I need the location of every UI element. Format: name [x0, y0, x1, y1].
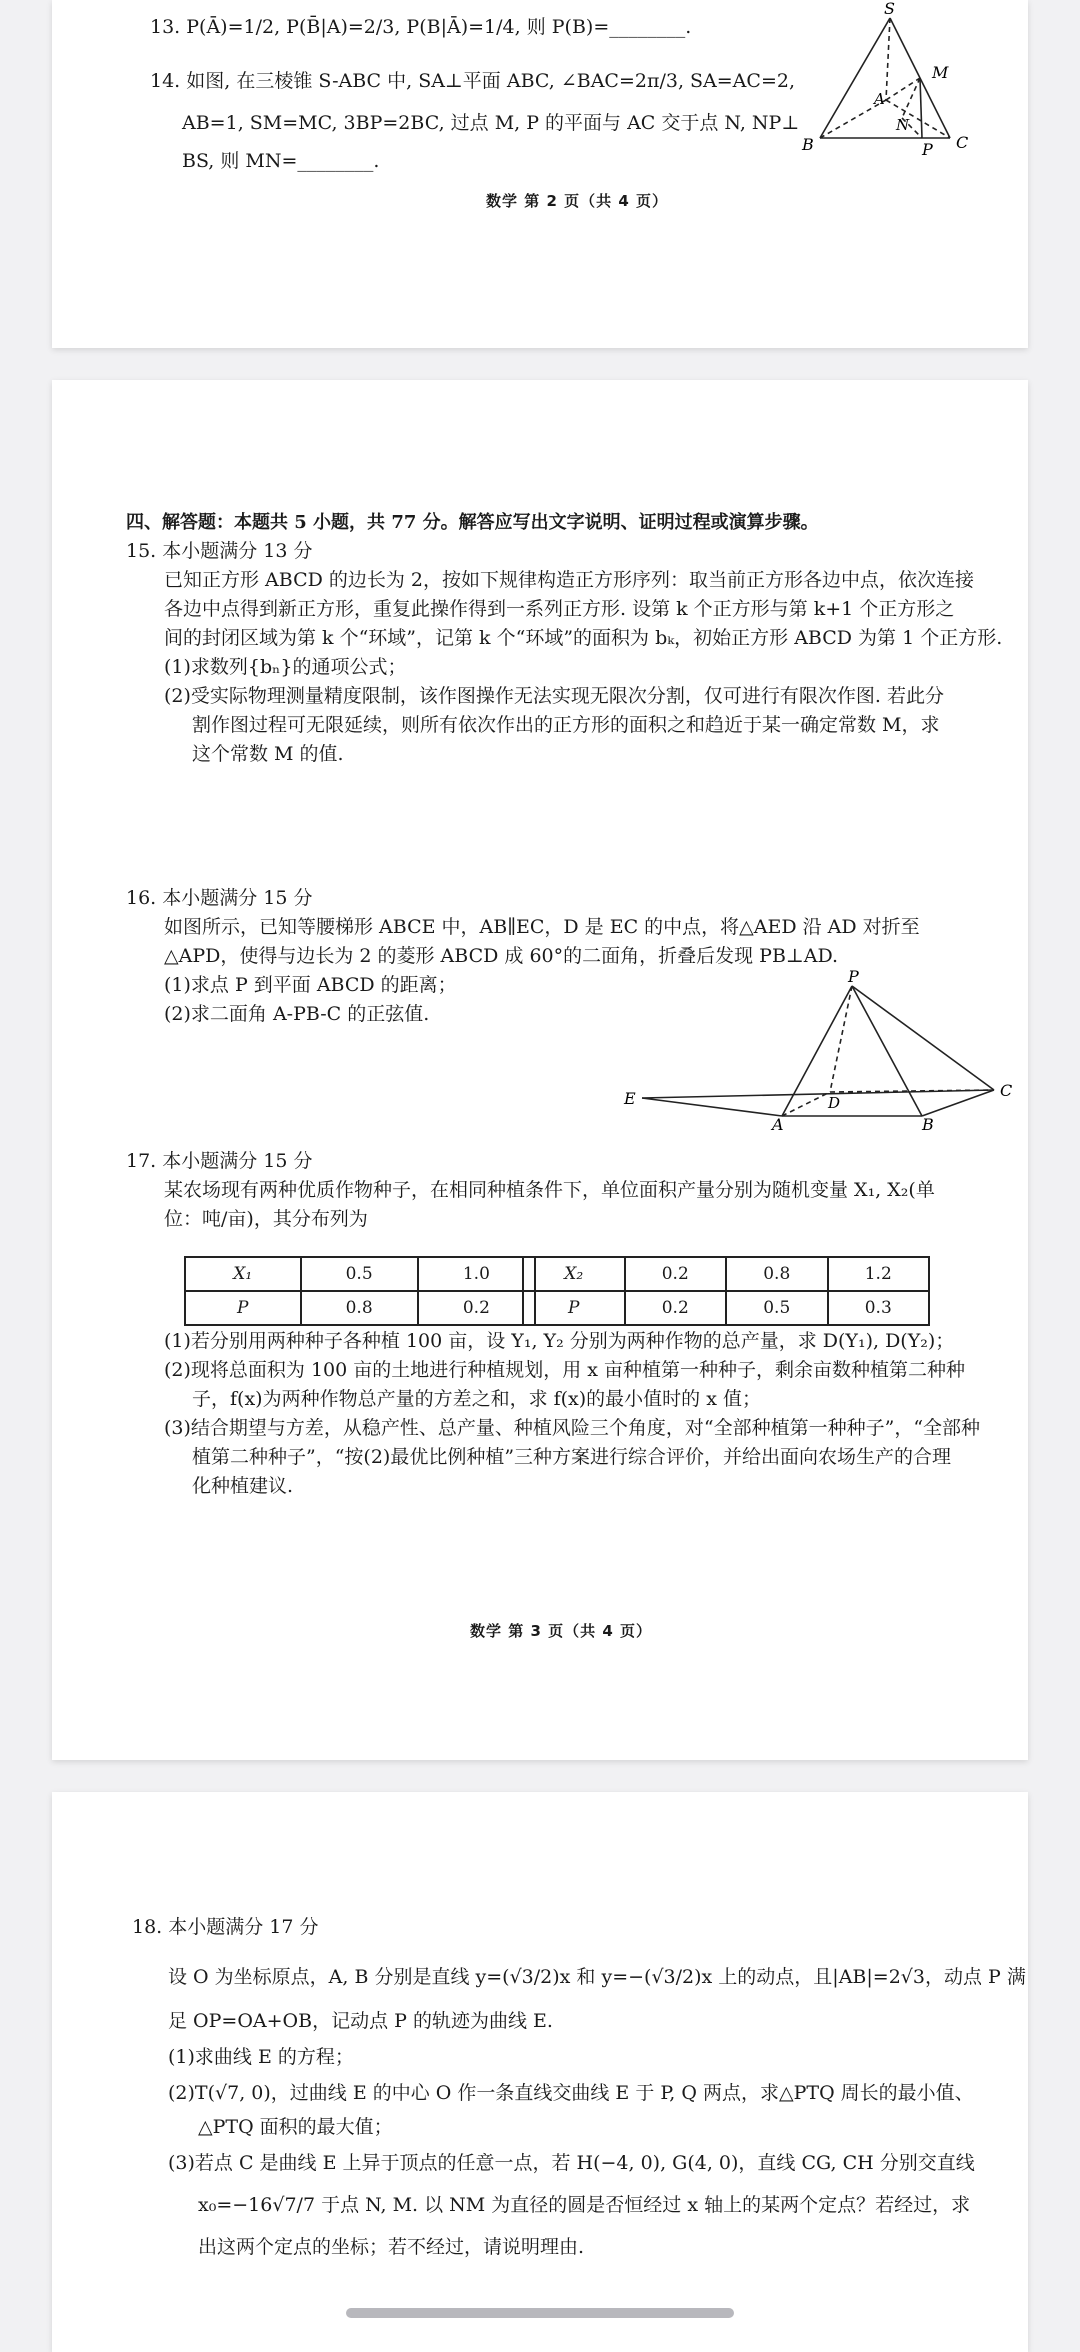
question-17-line: 位：吨/亩)，其分布列为: [164, 1208, 368, 1230]
table-header-row: [185, 1257, 535, 1291]
fig-label-p: P: [922, 140, 933, 159]
question-15-title: 15. 本小题满分 13 分: [126, 540, 313, 562]
fig-label-p: P: [848, 970, 859, 986]
question-14-line-1: 14. 如图, 在三棱锥 S-ABC 中, SA⊥平面 ABC, ∠BAC=2π/3, SA=AC=2,: [150, 70, 795, 92]
table-cell: X₁: [185, 1257, 301, 1291]
question-18-line: 设 O 为坐标原点，A, B 分别是直线 y=(√3/2)x 和 y=−(√3/2)x 上的动点，且|AB|=2√3，动点 P 满: [168, 1966, 1026, 1988]
fig-label-b: B: [922, 1115, 934, 1130]
question-13: 13. P(Ā)=1/2, P(B̄|A)=2/3, P(B|Ā)=1/4, 则 P(B)=________.: [150, 16, 692, 38]
question-16-title: 16. 本小题满分 15 分: [126, 887, 313, 909]
home-indicator[interactable]: [346, 2308, 734, 2318]
exam-page-4: [52, 1792, 1028, 2352]
table-cell: 1.2: [828, 1257, 930, 1291]
question-17-part-2-cont: 子，f(x)为两种作物总产量的方差之和，求 f(x)的最小值时的 x 值；: [192, 1388, 761, 1410]
fig-label-e: E: [624, 1089, 636, 1108]
table-cell: 0.2: [418, 1291, 535, 1325]
question-15-part-2-cont: 这个常数 M 的值.: [192, 743, 344, 765]
question-15-line: 各边中点得到新正方形，重复此操作得到一系列正方形. 设第 k 个正方形与第 k+1 个正方形之: [164, 598, 955, 620]
question-14-line-3: BS, 则 MN=________.: [182, 150, 380, 172]
table-row: [185, 1291, 535, 1325]
table-cell: 0.2: [625, 1291, 727, 1325]
question-17-part-3: (3)结合期望与方差，从稳产性、总产量、种植风险三个角度，对“全部种植第一种种子”，“全部种: [164, 1417, 981, 1439]
question-18-part-3-cont: x₀=−16√7/7 于点 N, M. 以 NM 为直径的圆是否恒经过 x 轴上的某两个定点？若经过，求: [198, 2194, 971, 2216]
question-16-line: 如图所示，已知等腰梯形 ABCE 中，AB∥EC，D 是 EC 的中点，将△AED 沿 AD 对折至: [164, 916, 920, 938]
table-cell: 1.0: [418, 1257, 535, 1291]
question-16-part-2: (2)求二面角 A-PB-C 的正弦值.: [164, 1003, 430, 1025]
table-cell: 0.2: [625, 1257, 727, 1291]
question-18-part-1: (1)求曲线 E 的方程；: [168, 2046, 354, 2068]
table-header-row: [523, 1257, 929, 1291]
question-15-part-1: (1)求数列{bₙ}的通项公式；: [164, 656, 407, 678]
fig-label-d: D: [828, 1094, 841, 1112]
table-cell: X₂: [523, 1257, 625, 1291]
question-18-part-2-cont: △PTQ 面积的最大值；: [198, 2116, 393, 2138]
question-17-part-3-cont: 化种植建议.: [192, 1475, 294, 1497]
fig-label-b: B: [802, 135, 814, 154]
fig-label-c: C: [1000, 1081, 1013, 1100]
page-footer: 数学 第 2 页（共 4 页）: [486, 192, 668, 210]
fig-label-a: A: [874, 90, 885, 108]
folded-trapezoid-figure: [622, 970, 1022, 1130]
question-15-line: 间的封闭区域为第 k 个“环域”，记第 k 个“环域”的面积为 bₖ，初始正方形 ABCD 为第 1 个正方形.: [164, 627, 1003, 649]
question-18-line: 足 OP=OA+OB，记动点 P 的轨迹为曲线 E.: [168, 2010, 553, 2032]
question-17-line: 某农场现有两种优质作物种子，在相同种植条件下，单位面积产量分别为随机变量 X₁, X₂(单: [164, 1179, 935, 1201]
question-17-part-3-cont: 植第二种种子”，“按(2)最优比例种植”三种方案进行综合评价，并给出面向农场生产的合理: [192, 1446, 952, 1468]
table-cell: 0.5: [301, 1257, 418, 1291]
fig-label-n: N: [896, 116, 910, 134]
fig-label-c: C: [956, 133, 969, 152]
page-footer: 数学 第 3 页（共 4 页）: [470, 1622, 652, 1640]
question-17-part-2: (2)现将总面积为 100 亩的土地进行种植规划，用 x 亩种植第一种种子，剩余亩数种植第二种种: [164, 1359, 966, 1381]
table-cell: 0.5: [726, 1291, 828, 1325]
tetrahedron-figure: [762, 0, 1002, 160]
question-18-part-3-cont: 出这两个定点的坐标；若不经过，请说明理由.: [198, 2236, 585, 2258]
table-cell: 0.3: [828, 1291, 930, 1325]
fig-label-m: M: [932, 63, 949, 82]
table-cell: 0.8: [726, 1257, 828, 1291]
question-15-line: 已知正方形 ABCD 的边长为 2，按如下规律构造正方形序列：取当前正方形各边中点，依次连接: [164, 569, 975, 591]
table-row: [523, 1291, 929, 1325]
exam-page-2: [52, 0, 1028, 348]
question-17-part-1: (1)若分别用两种种子各种植 100 亩，设 Y₁, Y₂ 分别为两种作物的总产量，求 D(Y₁), D(Y₂)；: [164, 1330, 955, 1352]
question-18-title: 18. 本小题满分 17 分: [132, 1916, 319, 1938]
question-18-part-3: (3)若点 C 是曲线 E 上异于顶点的任意一点，若 H(−4, 0), G(4, 0)，直线 CG, CH 分别交直线: [168, 2152, 975, 2174]
table-cell: P: [185, 1291, 301, 1325]
question-16-line: △APD，使得与边长为 2 的菱形 ABCD 成 60°的二面角，折叠后发现 PB⊥AD.: [164, 945, 839, 967]
question-17-title: 17. 本小题满分 15 分: [126, 1150, 313, 1172]
exam-page-3: [52, 380, 1028, 1760]
distribution-table-x2: [522, 1256, 930, 1326]
question-15-part-2-cont: 割作图过程可无限延续，则所有依次作出的正方形的面积之和趋近于某一确定常数 M，求: [192, 714, 940, 736]
question-18-part-2: (2)T(√7, 0)，过曲线 E 的中心 O 作一条直线交曲线 E 于 P, Q 两点，求△PTQ 周长的最小值、: [168, 2082, 974, 2104]
distribution-table-x1: [184, 1256, 536, 1326]
table-cell: P: [523, 1291, 625, 1325]
fig-label-a: A: [772, 1115, 784, 1130]
question-14-line-2: AB=1, SM=MC, 3BP=2BC, 过点 M, P 的平面与 AC 交于点 N, NP⊥: [182, 112, 800, 134]
question-16-part-1: (1)求点 P 到平面 ABCD 的距离；: [164, 974, 457, 996]
question-15-part-2: (2)受实际物理测量精度限制，该作图操作无法实现无限次分割，仅可进行有限次作图. 若此分: [164, 685, 944, 707]
section-header: 四、解答题：本题共 5 小题，共 77 分。解答应写出文字说明、证明过程或演算步骤。: [126, 512, 819, 533]
fig-label-s: S: [884, 0, 895, 18]
table-cell: 0.8: [301, 1291, 418, 1325]
